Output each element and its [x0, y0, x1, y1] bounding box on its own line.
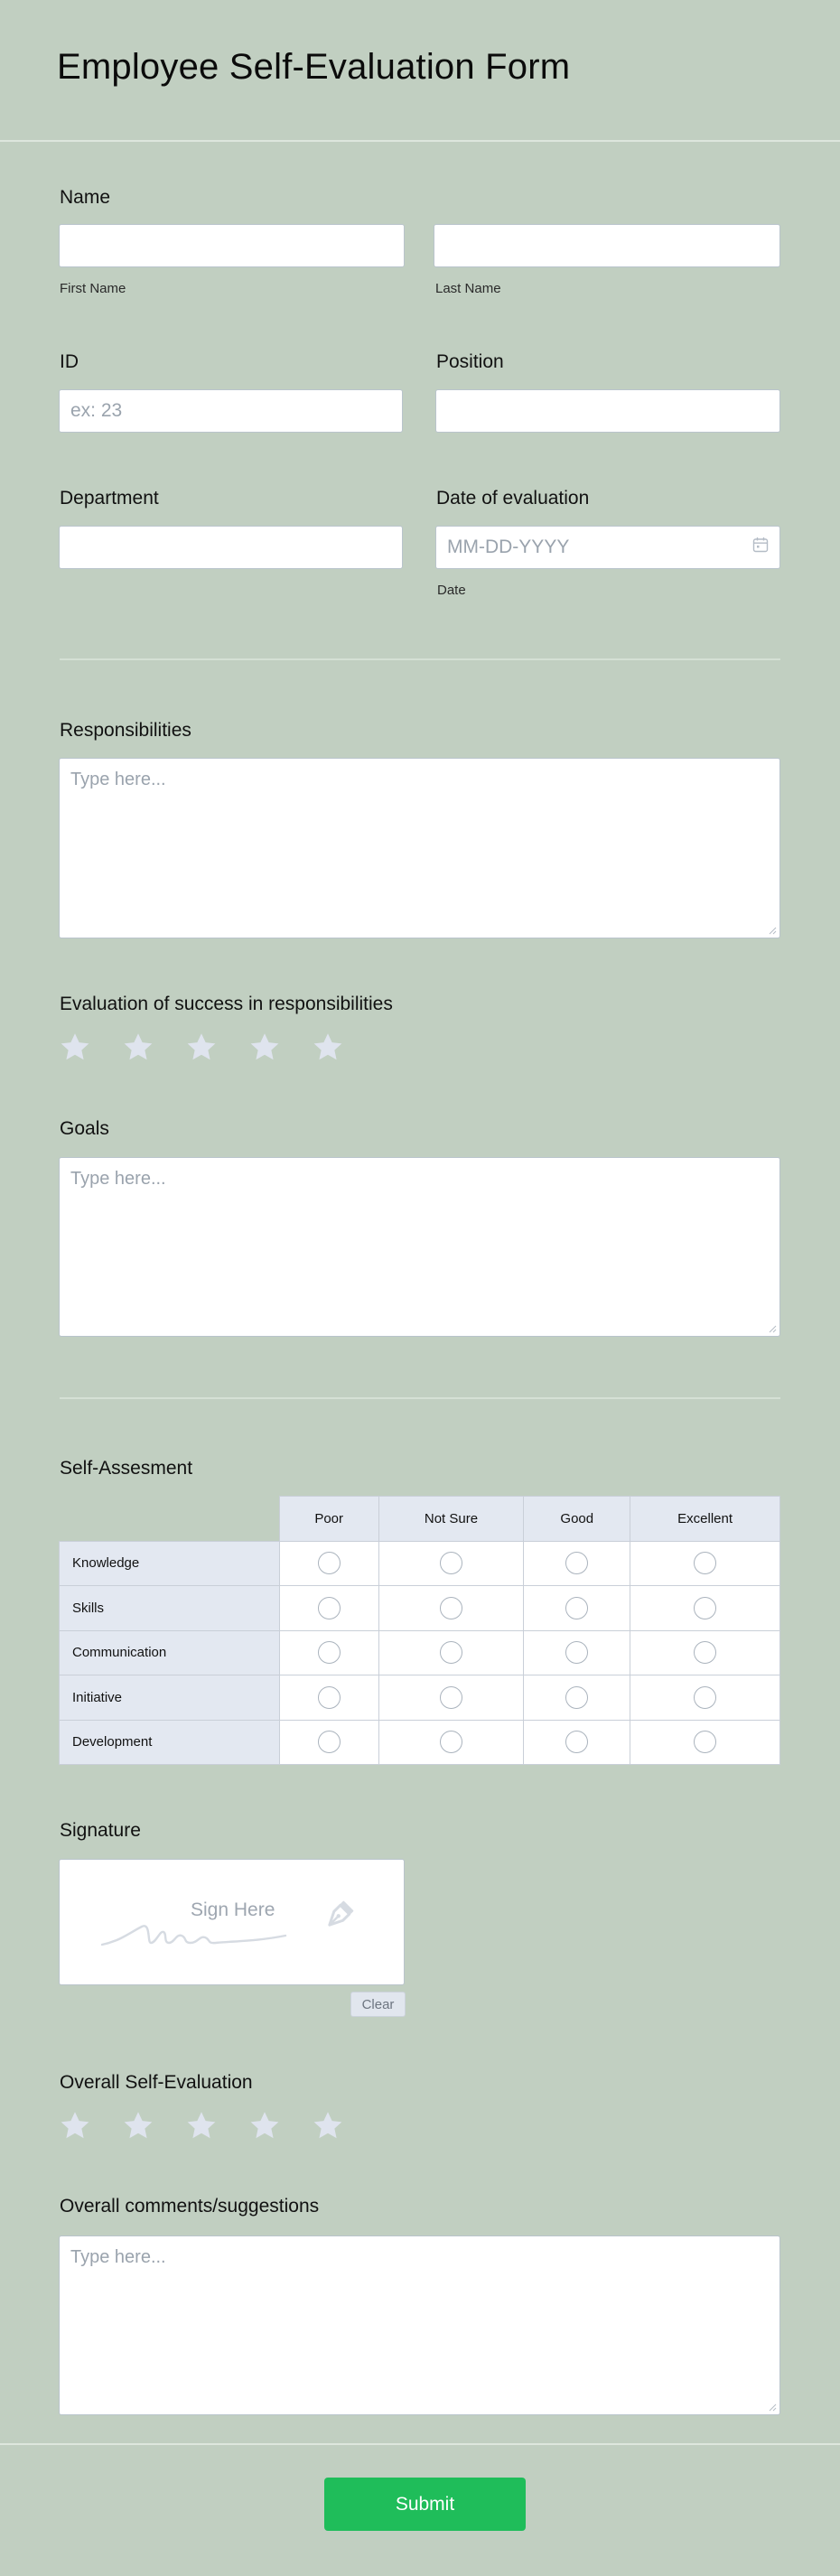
responsibilities-textarea[interactable] [59, 758, 780, 938]
responsibilities-label: Responsibilities [60, 720, 191, 741]
position-label: Position [436, 351, 504, 372]
resize-handle-icon[interactable] [769, 927, 777, 935]
radio-button[interactable] [318, 1731, 341, 1753]
matrix-cell [524, 1720, 630, 1765]
matrix-column-header: Poor [279, 1497, 378, 1542]
matrix-cell [279, 1541, 378, 1586]
matrix-cell [630, 1720, 780, 1765]
calendar-icon[interactable] [752, 537, 769, 558]
first-name-input[interactable] [59, 224, 405, 267]
signature-label: Signature [60, 1820, 141, 1841]
radio-button[interactable] [440, 1731, 462, 1753]
department-input[interactable] [59, 526, 403, 569]
radio-button[interactable] [440, 1552, 462, 1574]
matrix-cell [524, 1675, 630, 1721]
radio-button[interactable] [318, 1641, 341, 1664]
matrix-row-header: Development [60, 1720, 280, 1765]
overall-comments-label: Overall comments/suggestions [60, 2196, 320, 2217]
id-placeholder: ex: 23 [70, 400, 123, 421]
radio-button[interactable] [565, 1641, 588, 1664]
matrix-cell [279, 1586, 378, 1631]
goals-label: Goals [60, 1118, 109, 1139]
matrix-row [60, 1586, 780, 1631]
evaluation-success-rating[interactable] [59, 1031, 344, 1064]
goals-textarea[interactable] [59, 1157, 780, 1337]
matrix-cell [378, 1720, 524, 1765]
overall-self-evaluation-rating[interactable] [59, 2110, 344, 2142]
resize-handle-icon[interactable] [769, 2403, 777, 2412]
star-icon[interactable] [59, 1031, 91, 1064]
star-icon[interactable] [248, 2110, 281, 2142]
matrix-cell [378, 1541, 524, 1586]
name-label: Name [60, 187, 111, 208]
matrix-row [60, 1630, 780, 1675]
id-label: ID [60, 351, 79, 372]
radio-button[interactable] [694, 1597, 716, 1619]
section-divider [60, 658, 780, 660]
signature-placeholder: Sign Here [191, 1899, 275, 1920]
self-assessment-matrix [59, 1496, 780, 1765]
matrix-cell [524, 1586, 630, 1631]
form-title: Employee Self-Evaluation Form [57, 47, 571, 87]
matrix-row [60, 1541, 780, 1586]
radio-button[interactable] [440, 1686, 462, 1709]
section-divider [60, 1397, 780, 1399]
signature-clear-button[interactable]: Clear [350, 1992, 406, 2017]
overall-comments-textarea[interactable] [59, 2235, 780, 2415]
matrix-cell [630, 1586, 780, 1631]
responsibilities-placeholder: Type here... [70, 770, 166, 789]
star-icon[interactable] [59, 2110, 91, 2142]
header-divider [0, 140, 840, 142]
star-icon[interactable] [312, 2110, 344, 2142]
date-placeholder: MM-DD-YYYY [447, 537, 570, 557]
signature-scribble-icon [100, 1907, 326, 1954]
star-icon[interactable] [248, 1031, 281, 1064]
matrix-cell [279, 1675, 378, 1721]
radio-button[interactable] [565, 1597, 588, 1619]
matrix-cell [279, 1630, 378, 1675]
position-input[interactable] [435, 389, 780, 433]
matrix-cell [630, 1630, 780, 1675]
overall-self-evaluation-label: Overall Self-Evaluation [60, 2072, 253, 2093]
last-name-sublabel: Last Name [435, 281, 501, 296]
matrix-column-header: Excellent [630, 1497, 780, 1542]
date-sublabel: Date [437, 583, 466, 598]
radio-button[interactable] [694, 1731, 716, 1753]
radio-button[interactable] [565, 1686, 588, 1709]
matrix-cell [524, 1630, 630, 1675]
radio-button[interactable] [694, 1641, 716, 1664]
matrix-column-header: Good [524, 1497, 630, 1542]
goals-placeholder: Type here... [70, 1169, 166, 1189]
matrix-cell [378, 1586, 524, 1631]
matrix-row [60, 1720, 780, 1765]
overall-comments-placeholder: Type here... [70, 2247, 166, 2267]
radio-button[interactable] [318, 1597, 341, 1619]
matrix-row-header: Knowledge [60, 1541, 280, 1586]
signature-pad[interactable] [59, 1859, 405, 1985]
matrix-cell [524, 1541, 630, 1586]
radio-button[interactable] [565, 1552, 588, 1574]
matrix-row-header: Initiative [60, 1675, 280, 1721]
first-name-sublabel: First Name [60, 281, 126, 296]
radio-button[interactable] [694, 1552, 716, 1574]
id-input[interactable] [59, 389, 403, 433]
radio-button[interactable] [318, 1686, 341, 1709]
department-label: Department [60, 488, 159, 509]
matrix-corner [60, 1497, 280, 1542]
matrix-column-header: Not Sure [378, 1497, 524, 1542]
matrix-cell [279, 1720, 378, 1765]
matrix-cell [378, 1630, 524, 1675]
radio-button[interactable] [440, 1641, 462, 1664]
evaluation-success-label: Evaluation of success in responsibilities [60, 994, 393, 1014]
radio-button[interactable] [318, 1552, 341, 1574]
star-icon[interactable] [122, 1031, 154, 1064]
matrix-cell [630, 1541, 780, 1586]
matrix-cell [378, 1675, 524, 1721]
star-icon[interactable] [185, 2110, 218, 2142]
star-icon[interactable] [122, 2110, 154, 2142]
self-assessment-label: Self-Assesment [60, 1458, 193, 1479]
matrix-row-header: Communication [60, 1630, 280, 1675]
radio-button[interactable] [440, 1597, 462, 1619]
matrix-row [60, 1675, 780, 1721]
last-name-input[interactable] [434, 224, 780, 267]
pen-nib-icon [319, 1898, 357, 1936]
matrix-cell [630, 1675, 780, 1721]
radio-button[interactable] [694, 1686, 716, 1709]
star-icon[interactable] [312, 1031, 344, 1064]
footer-divider [0, 2443, 840, 2445]
date-label: Date of evaluation [436, 488, 590, 509]
star-icon[interactable] [185, 1031, 218, 1064]
submit-button[interactable]: Submit [324, 2478, 526, 2531]
matrix-row-header: Skills [60, 1586, 280, 1631]
radio-button[interactable] [565, 1731, 588, 1753]
resize-handle-icon[interactable] [769, 1325, 777, 1333]
date-input[interactable] [435, 526, 780, 569]
